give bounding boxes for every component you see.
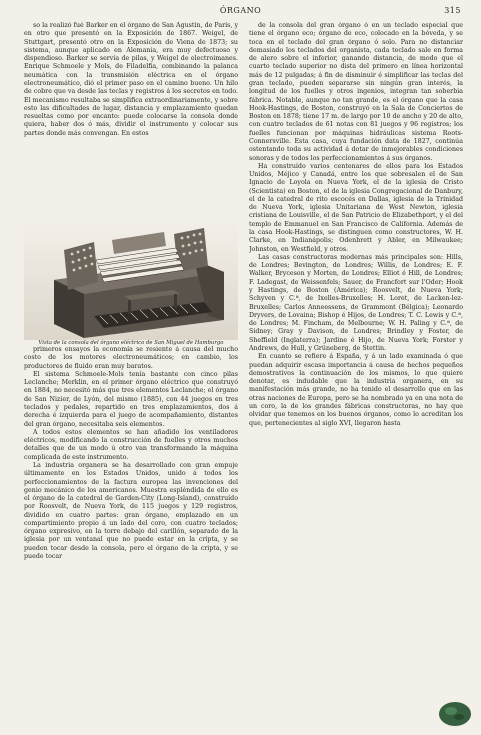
left-column-top-text [24,22,238,218]
figure-caption: Vista de la consola del órgano eléctrico de San Miguel de Hamburgo [38,340,224,346]
paragraph: En cuanto se refiere á España, y á un lado examinada ó que puedan adquirir escasa importancia á causa de hechos pequeños demostrativos la continuación de los mismos, lo que quiere denotar, es indudable que la industria organera, en su manifestación más grande, no ha tenido el desarrollo que en las otras naciones de Europa, pero se ha nombrado ya en una nota de un coro, la de los grandes fábricas constructoras, no hay que olvidar que tenemos en los buenos órganos, como lo acreditan los que, pertenecientes al siglo XVI, llegaron hasta [249,353,463,427]
page-number: 315 [444,6,461,15]
paragraph: Las casas constructoras modernas más principales son: Hills, de Londres; Bevington, de Londres; Willis, de Londres; E. F. Walker, Bryceson y Morten, de Londres; Elliot é Hill, de Londres; F. Ladegast, de Weissenfels; Sauer, de Francfort sur l'Oder; Hook y Hastings, de Boston (América); Roosvelt, de Nueva York; Schyven y C.ª, de Ixelles-Bruxelles; H. Loret, de Lacken-lez-Bruxelles; Carlos Anneessens, de Grammont (Bélgica); Leonardo Dryvers, de Lovaina; Bishop é Hijos, de Londres; T. C. Lewis y C.ª, de Londres; M. Fincham, de Melbourne; W. H. Paling y C.ª, de Sidney; Gray y Davison, de Londres; Brindley y Foster, de Sheffield (Inglaterra); Jardine é Hijo, de Nueva York; Forster y Andrews, de Hull, y Grüneberg, de Stettin. [249,253,463,352]
left-column [24,22,238,704]
header-title: ÓRGANO [219,6,262,15]
organ-console-illustration [24,220,238,344]
paragraph: El sistema Schmoele-Mols tenía bastante con cinco pilas Leclanche; Merklin, en el primer órgano eléctrico que construyó en 1884, no necesitó más que tres elementos Leclanche; el órgano de San Nizier, de Lyón, del mismo (1885), con 44 juegos en tres teclados y pedales, repartido en tres emplazamientos, dos á derecha é izquierda para el juego de acompañamiento, distantes del gran órgano, necesitaba seis elementos. [24,370,238,428]
left-column-bottom-text [24,346,238,704]
watermark-logo-icon [437,699,473,729]
paragraph: so la realizó fué Barker en el órgano de San Agustín, de París, y en otro que presentó en la Exposición de 1867. Weigel, de Stuttgart, presentó otro en la Exposición de Viena de 1873; su sistema, aunque aplicado en Alemania, era muy defectuoso y dispendioso. Barker se servía de pilas, y Weigel de electroimanes. Enrique Schmoele y Mols, de Filadelfia, combinando la palanca neumática con la transmisión eléctrica en el órgano electroneumático, dió el primer paso en el camino bueno. Un hilo de cobre que va desde las teclas y registros á los secretos en todo. El mecanismo resultaba se simplifica extraordinariamente, y sobre esto las dificultades de lugar, distancia y emplazamiento quedan resueltas como por encanto: puede colocarse la consola donde quiera, haber dos ó más, dividir el instrumento y colocar sus partes donde más convengan. En estos [24,22,238,137]
paragraph: Ha construído varios centenares de ellos para los Estados Unidos, Méjico y Canadá, entre los que sobresalen el de San Ignacio de Loyola en Nueva York, el de la iglesia de Cristo (Scientista) en Boston, el de la iglesia Congregacional de Danbury, el de la catedral de rito escocés en Dallas, iglesia de la Trinidad de Nueva York, iglesia Unitariana de West Newton, iglesia cristiana de Louisville, el de San Patricio de Elizabethport, y el del templo de Emmanuel en San Francisco de California. Además de la casa Hook-Hastings, se distinguen como constructores, W. H. Clarke, en Indianápolis; Odenbrett y Abler, en Milwaukee; Johnston, en Westfield, y otros. [249,162,463,253]
paragraph: A todos estos elementos se han añadido los ventiladores eléctricos, modificando la construcción de fuelles y otros muchos detalles que de un modo ú otro van transformando la máquina complicada de este instrumento. [24,428,238,461]
right-column [249,22,463,712]
paragraph: La industria organera se ha desarrollado con gran empuje últimamente en los Estados Unidos, unido á todos los perfeccionamientos de la factura europea las invenciones del genio mecánico de los americanos. Muestra espléndida de ello es el órgano de la catedral de Garden-City (Long-Island), construído por Roosvelt, de Nueva York, de 115 juegos y 129 registros, dividido en cuatro partes: gran órgano, emplazado en un compartimiento propio á un lado del coro, con cuatro teclados; órgano expresivo, en la torre debajo del carillón, separado de la iglesia por un ventanal que no puede estar en la cripta, y se pueden tocar desde la consola, pero el órgano de la cripta, y se puede tocar [24,461,238,561]
paragraph: primeros ensayos la economía se resiente á causa del mucho costo de los motores electroneumáticos; en cambio, los productores de fluido eran muy baratos. [24,346,238,370]
running-header [0,6,481,20]
paragraph: de la consola del gran órgano ó en un teclado especial que tiene el órgano eco; órgano de eco, colocado en la bóveda, y se toca en el teclado del gran órgano ó solo. Para no distanciar demasiado los teclados del organista, cada teclado sale en forma de alero sobre el inferior, ganando distancia, de modo que el cuarto teclado superior no dista del primero en línea horizontal más de 12 pulgadas; á fin de disminuir é simplificar las teclas del gran teclado, pueden separarse sin ningún gran interés, la longitud de los fuelles y otros ingenios, integran tan soberbia fábrica. Notable, aunque no tan grande, es el órgano que la casa Hook-Hastings, de Boston, construyó en la Sala de Conciertos de Boston en 1878; tiene 17 m. de largo por 10 de ancho y 20 de alto, con cuatro teclados de 61 notas con 81 juegos y 96 registros; los fuelles funcionan por máquinas hidráulicas sistema Roots-Connersville. Esta casa, cuya fundación data de 1827, continúa ostentando toda su actividad á dotar de inmejorables condiciones sonoras y de todos los perfeccionamientos á sus órganos. [249,22,463,162]
